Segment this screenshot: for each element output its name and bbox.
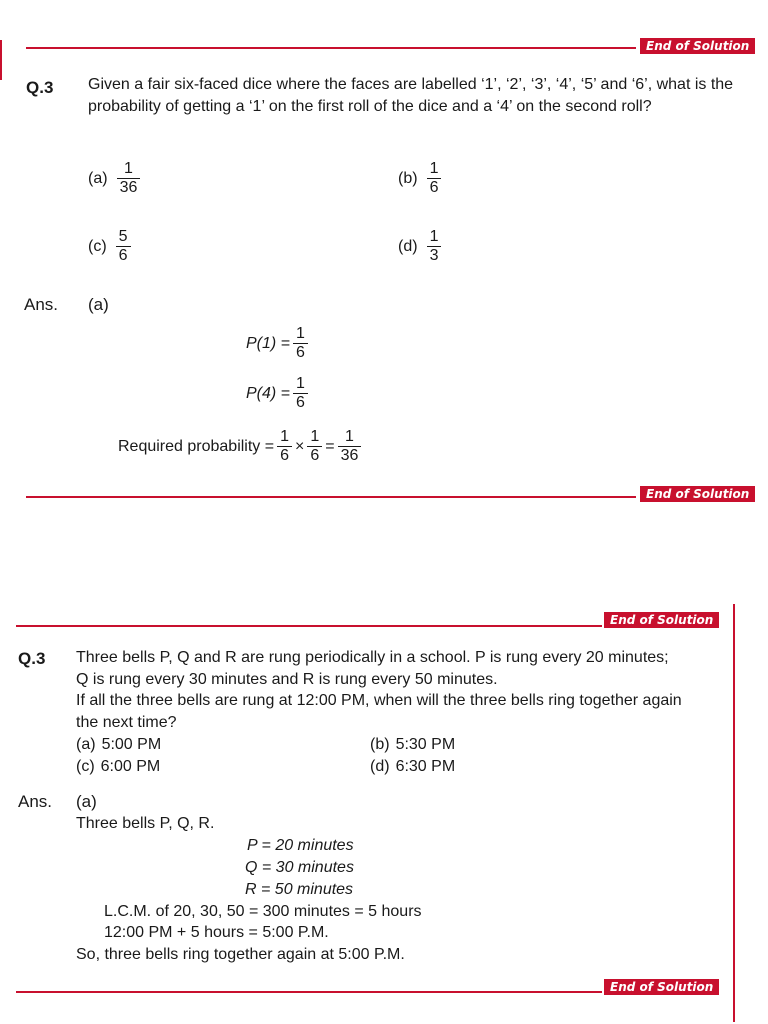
right-margin-line [733, 604, 735, 1022]
factor-1: $\frac{1}{6}$ [277, 428, 292, 466]
q1-option-d[interactable] [398, 228, 444, 266]
question-2-line-4: the next time? [76, 714, 177, 731]
q2-answer: (a) [76, 792, 97, 811]
equals-sign: = [325, 437, 335, 455]
option-label: (d) [398, 237, 418, 255]
q2-conclusion: So, three bells ring together again at 5:00 P.M. [76, 946, 405, 963]
q2-p-line: P = 20 minutes [247, 837, 354, 854]
option-label: (a) [88, 169, 108, 187]
q2-option-a[interactable] [76, 736, 161, 754]
q1-option-c[interactable] [88, 228, 134, 266]
divider-1 [26, 496, 636, 498]
option-label: (c) [88, 237, 107, 255]
question-1-text: Given a fair six-faced dice where the faces are labelled ‘1’, ‘2’, ‘3’, ‘4’, ‘5’ and ‘6’, what is the probability of getting a ‘1’ on the first roll of the dice and a ‘4’ on the second roll? [88, 76, 734, 115]
end-of-solution-badge-top: End of Solution [640, 38, 755, 54]
option-text: 6:00 PM [100, 758, 161, 775]
q1-p1-equation [246, 325, 311, 363]
q1-required-probability [118, 428, 364, 466]
option-fraction: $\frac{5}{6}$ [116, 228, 131, 266]
option-fraction: $\frac{1}{36}$ [117, 160, 141, 198]
question-2-line-2: Q is rung every 30 minutes and R is rung every 50 minutes. [76, 671, 498, 688]
question-1-label: Q.3 [26, 78, 54, 97]
option-label: (d) [370, 758, 390, 775]
q1-option-b[interactable] [398, 160, 444, 198]
p4-lhs: P(4) = [246, 384, 291, 402]
required-label: Required probability = [118, 437, 275, 455]
q1-option-a[interactable] [88, 160, 143, 198]
q2-time-line: 12:00 PM + 5 hours = 5:00 P.M. [104, 924, 329, 941]
p4-fraction: $\frac{1}{6}$ [293, 375, 308, 413]
top-divider [26, 47, 636, 49]
divider-2 [16, 625, 602, 627]
q2-option-d[interactable] [370, 758, 455, 776]
p1-lhs: P(1) = [246, 334, 291, 352]
option-text: 5:30 PM [395, 736, 456, 753]
option-fraction: $\frac{1}{6}$ [427, 160, 442, 198]
option-text: 6:30 PM [395, 758, 456, 775]
divider-3 [16, 991, 602, 993]
q2-ans-label: Ans. [18, 792, 53, 811]
question-2-label: Q.3 [18, 649, 46, 668]
option-label: (b) [398, 169, 418, 187]
question-2-line-1: Three bells P, Q and R are rung periodically in a school. P is rung every 20 minutes; [76, 649, 669, 666]
option-label: (c) [76, 758, 95, 775]
q2-option-b[interactable] [370, 736, 455, 754]
option-fraction: $\frac{1}{3}$ [427, 228, 442, 266]
factor-2: $\frac{1}{6}$ [307, 428, 322, 466]
option-label: (b) [370, 736, 390, 753]
q1-answer: (a) [88, 295, 109, 314]
option-label: (a) [76, 736, 96, 753]
end-of-solution-badge-3: End of Solution [604, 979, 719, 995]
q2-lcm-line: L.C.M. of 20, 30, 50 = 300 minutes = 5 hours [104, 903, 422, 920]
end-of-solution-badge-1: End of Solution [640, 486, 755, 502]
result-fraction: $\frac{1}{36}$ [338, 428, 362, 466]
end-of-solution-badge-2: End of Solution [604, 612, 719, 628]
q2-r-line: R = 50 minutes [245, 881, 354, 898]
p1-fraction: $\frac{1}{6}$ [293, 325, 308, 363]
q2-intro: Three bells P, Q, R. [76, 815, 215, 832]
q2-option-c[interactable] [76, 758, 160, 776]
left-margin-line [0, 40, 2, 80]
question-2-line-3: If all the three bells are rung at 12:00 PM, when will the three bells ring together again [76, 692, 682, 709]
times-sign: × [295, 437, 305, 455]
q1-ans-label: Ans. [24, 295, 59, 314]
q2-q-line: Q = 30 minutes [245, 859, 354, 876]
q1-p4-equation [246, 375, 311, 413]
option-text: 5:00 PM [101, 736, 162, 753]
